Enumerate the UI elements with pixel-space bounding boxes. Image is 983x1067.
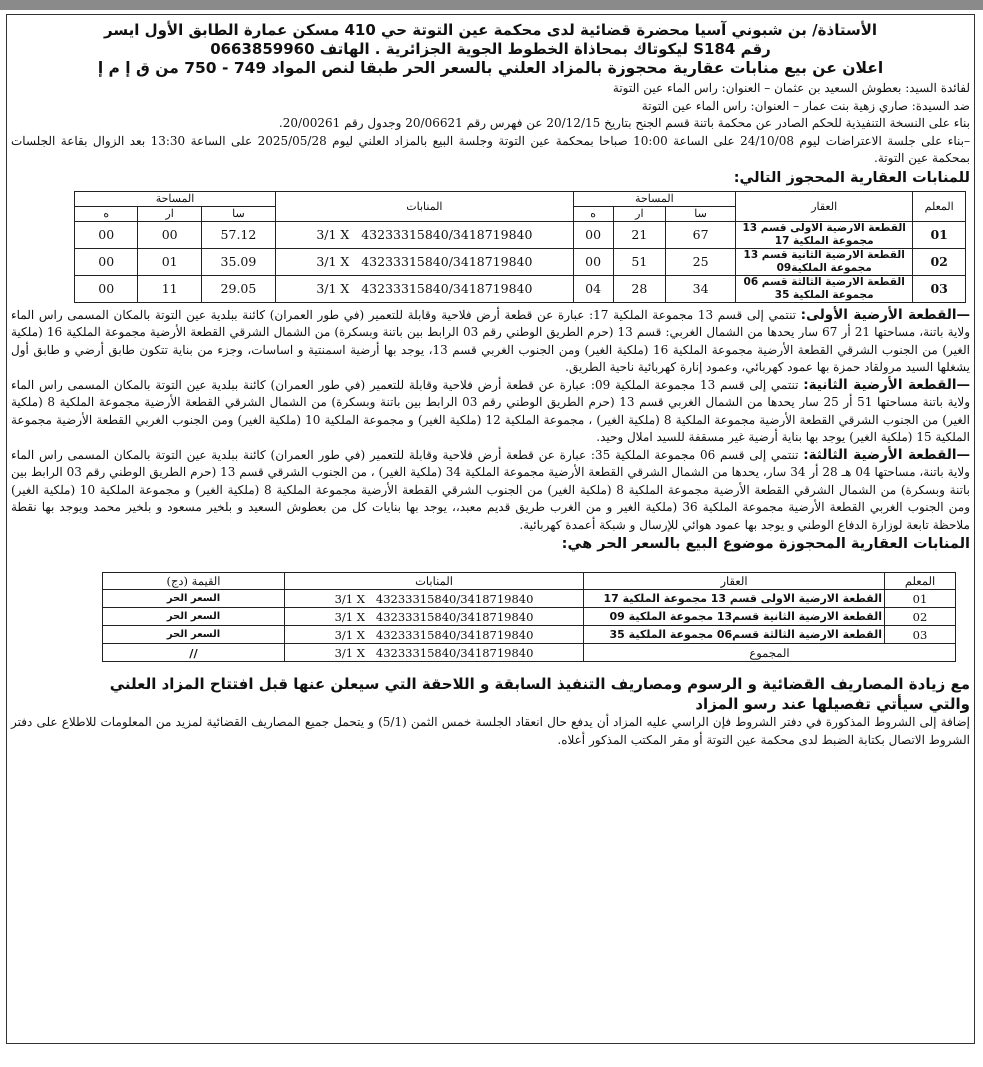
cell-sa: 34: [666, 275, 736, 302]
cell-item: 01: [885, 590, 956, 608]
col-sa-2: سا: [201, 206, 275, 221]
table-row: [103, 608, 956, 626]
cell-ar-2: 01: [138, 248, 201, 275]
notice-title: اعلان عن بيع منابات عقارية محجوزة بالمزاد العلني بالسعر الحر طبقا لنص المواد 749 - 750 من ق إ م إ: [97, 59, 884, 77]
cell-total-shares: 3/1 X 43233315840/3418719840: [285, 644, 584, 662]
table-header-row: [75, 191, 966, 206]
sessions: –بناء على جلسة الاعتراضات ليوم 24/10/08 على الساعة 10:00 صباحا بمحكمة عين التوتة وجلسة البيع بالمزاد العلني ليوم 2025/05/28 على الساعة 13:30 بعد الزوال بقاعة الجلسات بمحكمة عين التوتة.: [11, 133, 970, 165]
cell-sa-2: 35.09: [201, 248, 275, 275]
parcel-3-text: تنتمي إلى قسم 06 مجموعة الملكية 35: عبارة عن قطعة أرض فلاحية وقابلة للتعمير (في طور العمران) كائنة ببلدية عين التوتة بالمكان المسمى راس الماء ولاية باتنة، مساحتها 04 هـ 28 أر 34 سار، يحدها من الشمال الشرقي القطعة الأرضية مجموعة الملكية 34 (ملكية الغير) ، من الجنوب الشرقي قسم 13 (حرم الطريق الوطني رقم 03 الرابط بين باتنة وبسكرة) من الشمال الشرقي القطعة الأرضية مجموعة الملكية 8 (ملكية الغير) من الجنوب الشرقي القطعة الأرضية مجموعة الملكية 8 (ملكية الغير) و مجموعة الملكية 10 (ملكية الغير) ومن الجنوب الغربي القطعة الأرضية مجموعة الملكية 36 (ملكية الغير و من الغرب طريق قديم معبد،، يوجد بها بنايات كل من بعطوش السعيد و بلخير مسعود و بلخير محمد ويوجد بها نقطة ملاحظة تابعة لوزارة الدفاع الوطني و يوجد بها عمود هوائي للإرسال و شبكة أعمدة كهربائية.: [11, 447, 971, 532]
cell-property: القطعة الارضية الثالثة قسم 06 مجموعة الملكية 35: [736, 275, 913, 302]
cell-shares: 3/1 X 43233315840/3418719840: [276, 248, 574, 275]
section-title-for-sale: المنابات العقارية المحجوزة موضوع البيع بالسعر الحر هي:: [561, 536, 970, 552]
seized-shares-table: [74, 191, 966, 303]
col-he: ه: [573, 206, 613, 221]
cell-item: 02: [885, 608, 956, 626]
cell-property: القطعة الارضية الثانية قسم13 مجموعة الملكية 09: [584, 608, 885, 626]
cell-property: القطعة الارضية الثالثة قسم06 مجموعة الملكية 35: [584, 626, 885, 644]
against: ضد السيدة: صاري زهية بنت عمار – العنوان: راس الماء عين التوتة: [641, 98, 970, 113]
cell-sa: 25: [666, 248, 736, 275]
table-total-row: [103, 644, 956, 662]
col-item: المعلم: [913, 191, 966, 221]
table-row: [103, 590, 956, 608]
closing-text: إضافة إلى الشروط المذكورة في دفتر الشروط فإن الراسي عليه المزاد أن يدفع حال انعقاد الجلسة خمس الثمن (5/1) و يتحمل جميع المصاريف القضائية لمزيد من المعلومات للاطلاع على دفتر الشروط الاتصال بكتابة الضبط لدى محكمة عين التوتة أو مقر المكتب المذكور أعلاه.: [11, 715, 970, 747]
notice-content: [11, 21, 970, 749]
cell-shares: 3/1 X 43233315840/3418719840: [276, 275, 574, 302]
cell-sa: 67: [666, 221, 736, 248]
col-property: العقار: [736, 191, 913, 221]
basis: بناء على النسخة التنفيذية للحكم الصادر عن محكمة باتنة قسم الجنح بتاريخ 20/12/15 عن فهرس رقم 20/06621 وجدول رقم 20/00261.: [278, 116, 970, 130]
closing-line-1: مع زيادة المصاريف القضائية و الرسوم ومصاريف التنفيذ السابقة و اللاحقة التي سيعلن عنها قبل افتتاح المزاد العلني: [109, 675, 970, 693]
col-area: المساحة: [573, 191, 735, 206]
cell-item: 01: [913, 221, 966, 248]
col-ar: ار: [613, 206, 666, 221]
cell-total-label: المجموع: [584, 644, 956, 662]
cell-shares: 3/1 X 43233315840/3418719840: [285, 608, 584, 626]
col-area-2: المساحة: [75, 191, 276, 206]
col-sa: سا: [666, 206, 736, 221]
cell-sa-2: 29.05: [201, 275, 275, 302]
cell-item: 02: [913, 248, 966, 275]
cell-he-2: 00: [75, 248, 138, 275]
cell-value: السعر الحر: [103, 626, 285, 644]
table-row: [103, 626, 956, 644]
parcel-3-title: —القطعة الأرضية الثالثة:: [803, 446, 970, 463]
parcel-2-text: تنتمي إلى قسم 13 مجموعة الملكية 09: عبارة عن قطعة أرض فلاحية وقابلة للتعمير (في طور العمران) كائنة ببلدية عين التوتة بالمكان المسمى راس الماء ولاية باتنة مساحتها 51 أر 25 سار يحدها من الشمال الغربي قسم 13 (حرم الطريق الوطني رقم 03 الرابط بين باتنة وبسكرة) من الشمال الشرقي القطعة الأرضية مجموعة الملكية 8 (ملكية الغير) من الجنوب الشرقي القطعة الأرضية مجموعة الملكية 8 (ملكية الغير) ، مجموعة الملكية 12 (ملكية الغير) و مجموعة الملكية 10 (ملكية الغير) ومن الجنوب الغربي القطعة الأرضية مجموعة الملكية 15 (ملكية الغير) يوجد بها بناية أرضية غير مسقفة للسيد املال وحيد.: [11, 377, 971, 444]
cell-sa-2: 57.12: [201, 221, 275, 248]
table-header-row: [103, 573, 956, 590]
parcel-1: [11, 307, 970, 377]
parcel-2-title: —القطعة الأرضية الثانية:: [803, 376, 970, 393]
cell-ar-2: 00: [138, 221, 201, 248]
parcel-3: [11, 447, 970, 535]
col-he-2: ه: [75, 206, 138, 221]
col-shares: المنابات: [276, 191, 574, 221]
cell-total-value: //: [103, 644, 285, 662]
cell-item: 03: [913, 275, 966, 302]
header-line-1: الأستاذة/ بن شبوني آسيا محضرة قضائية لدى محكمة عين التوتة حي 410 مسكن عمارة الطابق الأول ايسر: [103, 21, 878, 39]
cell-value: السعر الحر: [103, 590, 285, 608]
top-bar: [0, 0, 983, 10]
cell-he-2: 00: [75, 221, 138, 248]
parcel-1-title: —القطعة الأرضية الأولى:: [800, 306, 970, 323]
col-value: القيمة (دج): [103, 573, 285, 590]
col-property: العقار: [584, 573, 885, 590]
cell-ar: 51: [613, 248, 666, 275]
table-row: [75, 221, 966, 248]
cell-he: 04: [573, 275, 613, 302]
legal-notice: [6, 14, 975, 1044]
col-item: المعلم: [885, 573, 956, 590]
cell-ar-2: 11: [138, 275, 201, 302]
cell-value: السعر الحر: [103, 608, 285, 626]
cell-he: 00: [573, 221, 613, 248]
section-title-seized: للمنابات العقارية المحجوز التالي:: [733, 169, 970, 186]
table-row: [75, 248, 966, 275]
cell-item: 03: [885, 626, 956, 644]
cell-he: 00: [573, 248, 613, 275]
col-ar-2: ار: [138, 206, 201, 221]
parcel-1-text: تنتمي إلى قسم 13 مجموعة الملكية 17: عبارة عن قطعة أرض فلاحية وقابلة للتعمير (في طور العمران) كائنة ببلدية عين التوتة بالمكان المسمى راس الماء ولاية باتنة، مساحتها 21 أر 67 سار يحدها من الشمال الغربي: قسم 13 (حرم الطريق الوطني رقم 03 الرابط بين باتنة وبسكرة) من الشمال الشرقي القطعة الأرضية مجموعة الملكية 16 (ملكية الغير) من الجنوب الشرقي القطعة الأرضية مجموعة الملكية 16 (ملكية الغير) ومن الجنوب الغربي قسم 13، يوجد بها أرضية اسمنتية و اساسات، وجزء من بناية تتكون طابق أرضي و طابق أول يشغلها السيد مرولقاد حمزة بها عمود كهربائي، وعمود إنارة كهربائية ناحية الطريق.: [11, 307, 971, 374]
cell-shares: 3/1 X 43233315840/3418719840: [285, 590, 584, 608]
closing-line-2: والتي سيأتي تفصيلها عند رسو المزاد: [695, 695, 970, 713]
col-shares: المنابات: [285, 573, 584, 590]
cell-shares: 3/1 X 43233315840/3418719840: [276, 221, 574, 248]
cell-shares: 3/1 X 43233315840/3418719840: [285, 626, 584, 644]
beneficiary: لفائدة السيد: بعطوش السعيد بن عثمان – العنوان: راس الماء عين التوتة: [612, 81, 970, 95]
cell-he-2: 00: [75, 275, 138, 302]
cell-ar: 28: [613, 275, 666, 302]
cell-property: القطعة الارضية الاولى قسم 13 مجموعة الملكية 17: [584, 590, 885, 608]
parcel-2: [11, 377, 970, 447]
table-row: [75, 275, 966, 302]
cell-property: القطعة الارضية الاولى قسم 13 مجموعة الملكية 17: [736, 221, 913, 248]
cell-property: القطعة الارضية الثانية قسم 13 مجموعة الملكية09: [736, 248, 913, 275]
sale-shares-table: [102, 572, 956, 662]
header-line-2: رقم S184 ليكوتاك بمحاذاة الخطوط الجوية الجزائرية . الهاتف 0663859960: [210, 40, 771, 58]
cell-ar: 21: [613, 221, 666, 248]
